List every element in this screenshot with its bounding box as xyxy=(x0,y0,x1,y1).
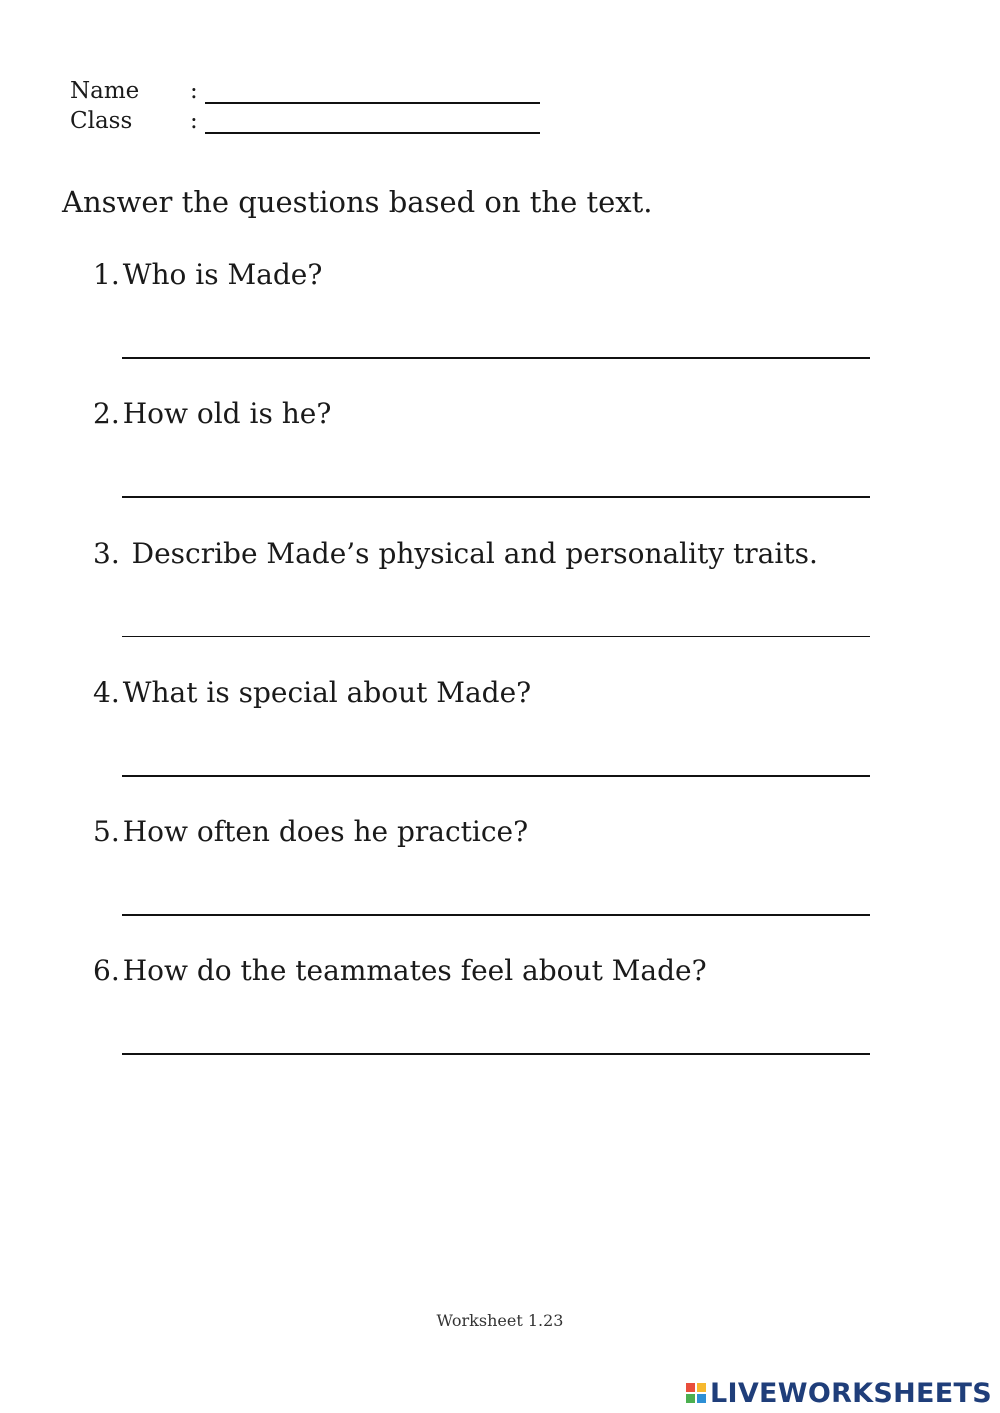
answer-line-2[interactable] xyxy=(122,496,870,498)
instruction-text: Answer the questions based on the text. xyxy=(62,185,653,219)
answer-line-1[interactable] xyxy=(122,357,870,359)
question-text: How do the teammates feel about Made? xyxy=(122,954,707,987)
question-number: 6. xyxy=(93,954,120,987)
question-3 xyxy=(93,537,818,570)
logo-square-red xyxy=(686,1383,695,1392)
question-text: How old is he? xyxy=(122,397,332,430)
logo-square-yellow xyxy=(697,1383,706,1392)
class-colon: : xyxy=(190,108,198,134)
logo-square-green xyxy=(686,1394,695,1403)
question-5 xyxy=(93,815,528,848)
worksheet-number: Worksheet 1.23 xyxy=(436,1311,564,1330)
name-input[interactable] xyxy=(205,102,540,104)
name-label: Name xyxy=(70,78,140,104)
question-text: Describe Made’s physical and personality traits. xyxy=(122,537,818,570)
question-number: 5. xyxy=(93,815,120,848)
answer-line-3[interactable] xyxy=(122,636,870,637)
answer-line-5[interactable] xyxy=(122,914,870,916)
logo-square-blue xyxy=(697,1394,706,1403)
question-text: What is special about Made? xyxy=(122,676,532,709)
question-number: 1. xyxy=(93,258,120,291)
class-input[interactable] xyxy=(205,132,540,134)
question-text: How often does he practice? xyxy=(122,815,529,848)
question-number: 2. xyxy=(93,397,120,430)
question-1 xyxy=(93,258,322,291)
liveworksheets-logo-icon xyxy=(686,1383,706,1403)
answer-line-4[interactable] xyxy=(122,775,870,777)
answer-line-6[interactable] xyxy=(122,1053,870,1055)
question-text: Who is Made? xyxy=(122,258,323,291)
liveworksheets-brand[interactable] xyxy=(686,1376,992,1410)
question-6 xyxy=(93,954,707,987)
class-label: Class xyxy=(70,108,133,134)
name-colon: : xyxy=(190,78,198,104)
question-2 xyxy=(93,397,331,430)
question-number: 4. xyxy=(93,676,120,709)
question-4 xyxy=(93,676,531,709)
brand-text: LIVEWORKSHEETS xyxy=(709,1377,992,1409)
question-number: 3. xyxy=(93,537,120,570)
